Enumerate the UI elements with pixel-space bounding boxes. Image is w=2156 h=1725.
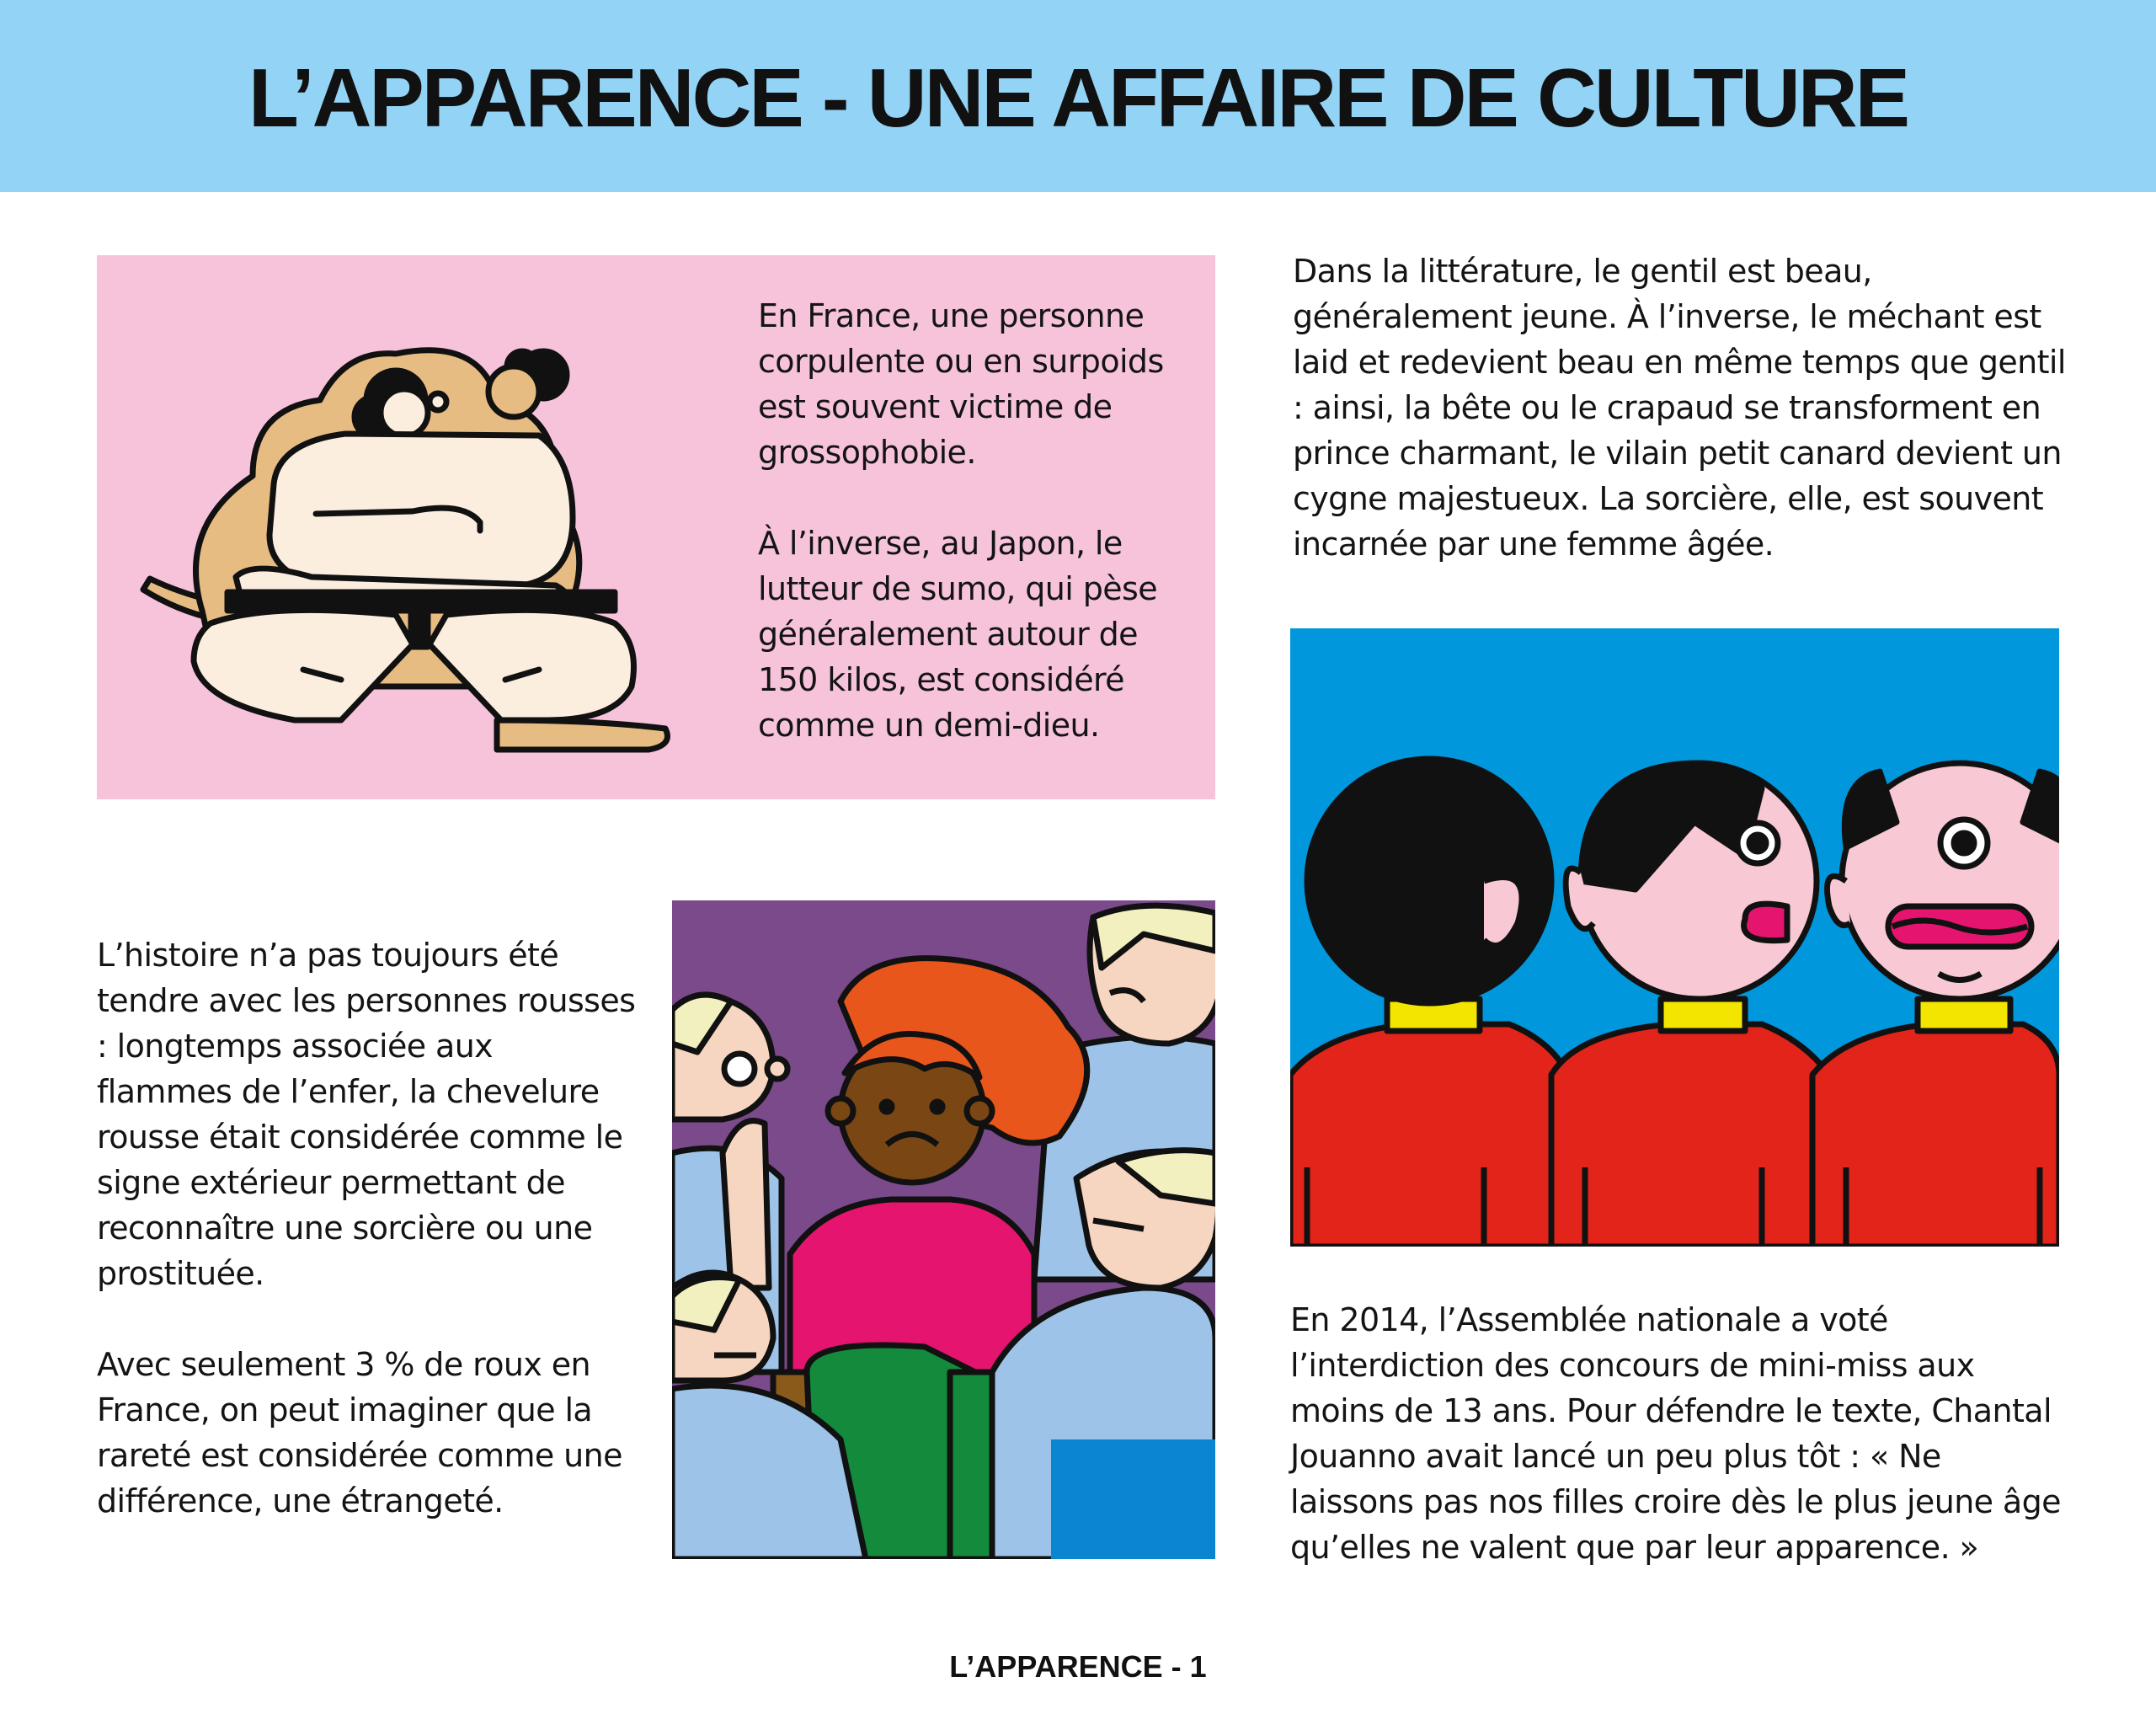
page-title: L’APPARENCE - UNE AFFAIRE DE CULTURE xyxy=(248,51,1908,144)
sumo-paragraph: En France, une personne corpulente ou en surpoids est souvent victime de grossophobie. xyxy=(758,297,1164,471)
literature-text xyxy=(1293,248,2076,567)
miss-paragraph: En 2014, l’Assemblée nationale a voté l’interdiction des concours de mini-miss aux moins de 13 ans. Pour défendre le texte, Chantal Jouanno avait lancé un peu plus tôt : « Ne laissons pas nos filles croire dès le plus jeune âge qu’elles ne valent que par leur apparence. » xyxy=(1290,1301,2061,1566)
page-footer: L’APPARENCE - 1 xyxy=(949,1649,1207,1684)
redhead-paragraph: Avec seulement 3 % de roux en France, on peut imaginer que la rareté est considérée comme une différence, une étrangeté. xyxy=(97,1346,622,1519)
three-men-illustration xyxy=(1290,628,2059,1247)
sumo-paragraph: À l’inverse, au Japon, le lutteur de sumo, qui pèse généralement autour de 150 kilos, est considéré comme un demi-dieu. xyxy=(758,525,1158,744)
crowd-redhead-illustration xyxy=(672,900,1215,1559)
sumo-wrestler-illustration xyxy=(126,333,682,762)
redhead-paragraph: L’histoire n’a pas toujours été tendre avec les personnes rousses : longtemps associée aux flammes de l’enfer, la chevelure rousse était considérée comme le signe extérieur permettant de reconnaître une sorcière ou une prostituée. xyxy=(97,937,636,1292)
sumo-text xyxy=(758,293,1196,748)
literature-paragraph: Dans la littérature, le gentil est beau, généralement jeune. À l’inverse, le méchant est laid et redevient beau en même temps que gentil : ainsi, la bête ou le crapaud se transforment en prince charmant, le vilain petit canard devient un cygne majestueux. La sorcière, elle, est souvent incarnée par une femme âgée. xyxy=(1293,253,2066,563)
miss-text xyxy=(1290,1297,2073,1570)
redhead-text xyxy=(97,932,636,1524)
